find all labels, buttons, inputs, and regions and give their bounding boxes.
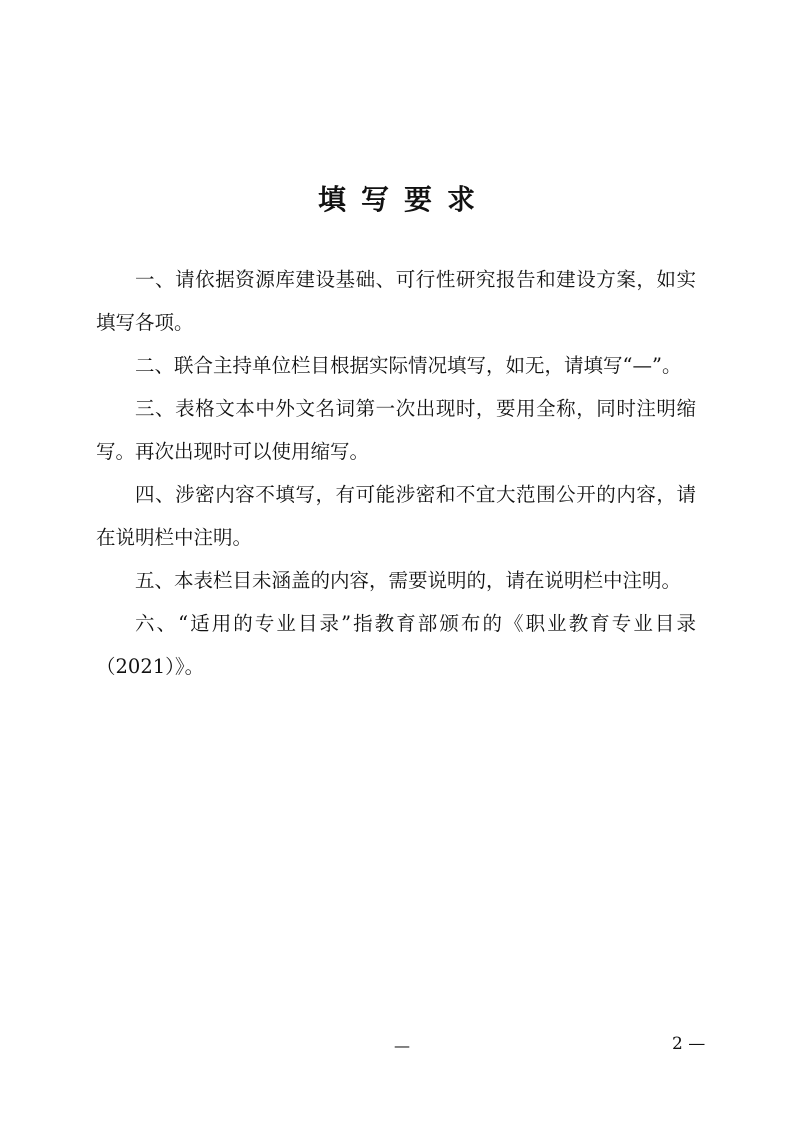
requirement-item-5: 五、本表栏目未涵盖的内容，需要说明的，请在说明栏中注明。 [135, 569, 682, 592]
footer-dash: — [394, 1036, 410, 1055]
requirement-item-3: 三、表格文本中外文名词第一次出现时，要用全称，同时注明缩写。再次出现时可以使用缩写。 [96, 397, 696, 463]
page-number: 2 — [672, 1034, 706, 1054]
requirement-item-4: 四、涉密内容不填写，有可能涉密和不宜大范围公开的内容，请在说明栏中注明。 [96, 483, 696, 549]
requirement-item-2: 二、联合主持单位栏目根据实际情况填写，如无，请填写“—”。 [135, 354, 682, 377]
requirement-item-1: 一、请依据资源库建设基础、可行性研究报告和建设方案，如实填写各项。 [96, 268, 696, 334]
page-title: 填写要求 [317, 183, 490, 216]
requirement-item-6: 六、“适用的专业目录”指教育部颁布的《职业教育专业目录（2021）》。 [96, 612, 696, 678]
requirements-body [96, 258, 696, 688]
